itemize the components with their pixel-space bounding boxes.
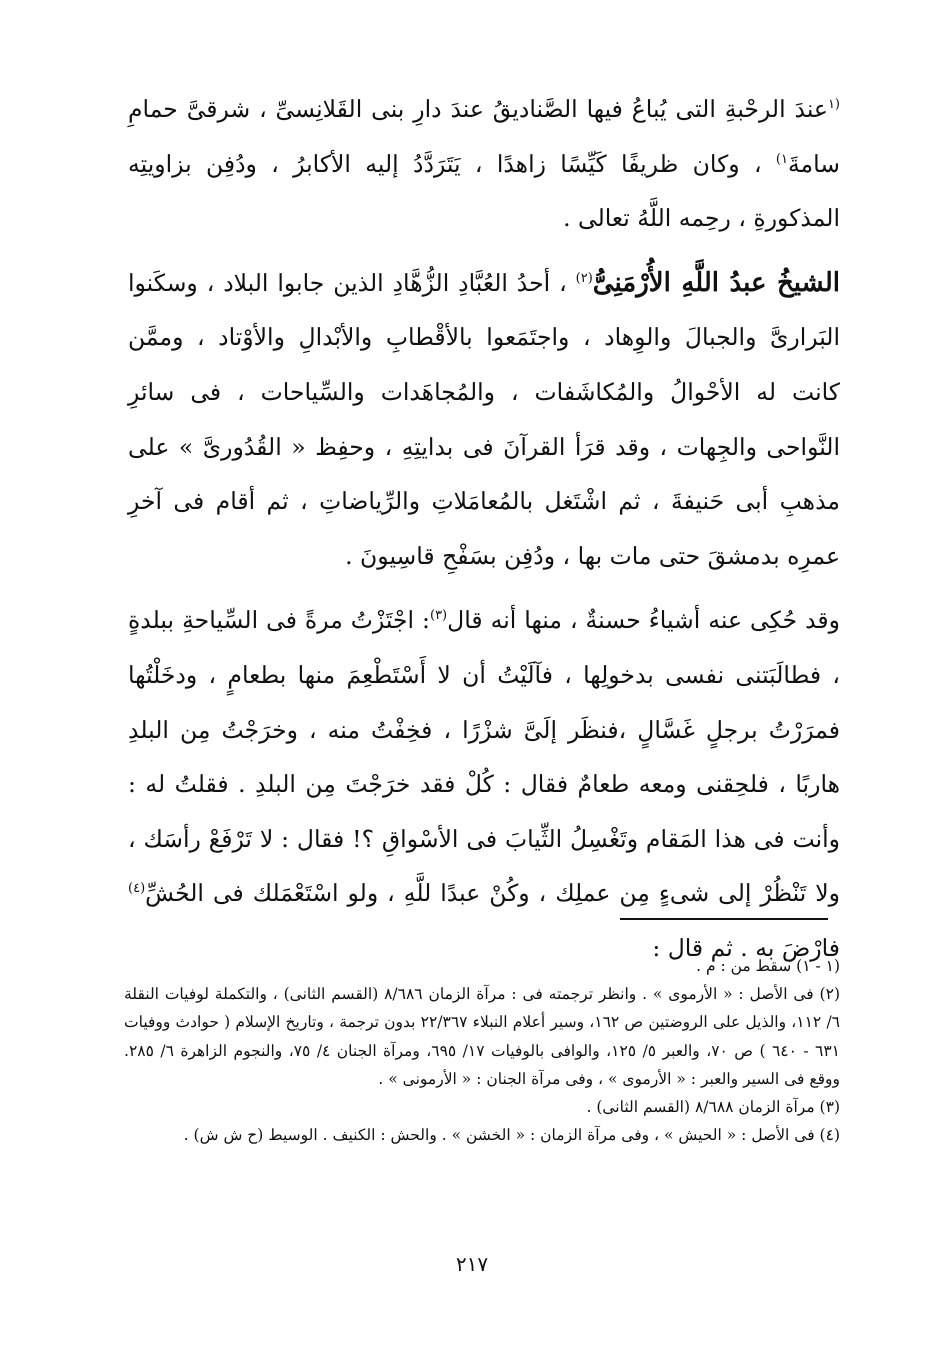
page-number: ٢١٧ (455, 1252, 489, 1276)
footnote-4: (٤) فى الأصل : « الحيش » ، وفى مرآة الزمان : « الخشن » . والحش : الكنيف . الوسيط (ح ش ش) . (183, 1126, 840, 1145)
footnotes (124, 952, 840, 1149)
paragraph-text: ، أحدُ العُبَّادِ الزُّهَّادِ الذين جابوا البلاد ، وسكَنوا البَرارىَّ والجبالَ والوِهاد ، واجتَمَعوا بالأقْطابِ والأبْدالِ والأوْتاد ، وممَّن كانت له الأحْوالُ والمُكاشَفات ، والمُجاهَدات والسِّياحات ، فى سائرِ النَّواحى والجِهات ، وقد قرَأ القرآنَ فى بدايتِهِ ، وحفِظ « القُدُورىَّ » على مذهبِ أبى حَنيفةَ ، ثم اشْتَغل بالمُعامَلاتِ والرِّياضاتِ ، ثم أقام فى آخرِ عمرِه بدمشقَ حتى مات بها ، ودُفِن بسَفْحِ قاسِيونَ . (128, 268, 840, 570)
footnote-2: (٢) فى الأصل : « الأرموى » . وانظر ترجمته فى : مرآة الزمان ٨/٦٨٦ (القسم الثانى) ، والتكملة لوفيات النقلة ٦/ ١١٢، والذيل على الروضتين ص ١٦٢، وسير أعلام النبلاء ٢٢/٣٦٧ بدون ترجمة ، وتاريخ الإسلام ( حوادث ووفيات ٦٣١ - ٦٤٠ ) ص ٧٠، والعبر ٥/ ١٢٥، والوافى بالوفيات ١٧/ ٦٩٥، ومرآة الجنان ٤/ ٧٥، والنجوم الزاهرة ٦/ ٢٨٥. ووقع فى السير والعبر : « الأرموى » ، وفى مرآة الجنان : « الأرمونى » . (124, 985, 840, 1088)
paragraph-continuation (128, 82, 840, 246)
paragraph-text: عندَ الرحْبةِ التى يُباعُ فيها الصَّناديقُ عندَ دارِ بنى القَلانِسىِّ ، شرقىَّ حمامِ سامةَ (128, 95, 840, 178)
biography-entry (128, 256, 840, 584)
footnote-ref-2: (٢) (575, 270, 593, 286)
footnote-ref-1-open: (١ (827, 97, 840, 113)
paragraph-text: وقد حُكِى عنه أشياءُ حسنةٌ ، منها أنه قال (447, 606, 841, 635)
entry-heading-name: الشيخُ عبدُ اللَّهِ الأُرْمَنِىُّ (592, 267, 840, 298)
footnote-divider (620, 918, 828, 920)
footnote-ref-4: (٤) (128, 881, 146, 897)
paragraph-text: ، وكان ظريفًا كَيِّسًا زاهدًا ، يَتَرَدَّدُ إليه الأكابرُ ، ودُفِن بزاويتِه المذكورةِ ، رحِمه اللَّهُ تعالى . (128, 149, 840, 233)
footnote-ref-1-close: ١) (775, 151, 788, 167)
footnote-ref-3: (٣) (429, 608, 448, 624)
paragraph-text: : اجْتَزْتُ مرةً فى السِّياحةِ ببلدةٍ ، فطالَبَتنى نفسى بدخولِها ، فآلَيْتُ أن لا أَسْتَطْعِمَ منها بطعامٍ ، ودخَلْتُها فمرَرْتُ برجلٍ غَسَّالٍ ،فنظَر إلَىَّ شزْرًا ، فخِفْتُ منه ، وخرَجْتُ مِن البلدِ هاربًا ، فلحِقنى ومعه طعامٌ فقال : كُلْ فقد خرَجْتَ مِن البلدِ . فقلتُ له : وأنت فى هذا المَقام وتَغْسِلُ الثِّيابَ فى الأسْواقِ ؟! فقال : لا تَرْفَعْ رأسَك ، ولا تَنْظُرْ إلى شىءٍ مِن عملِك ، وكُنْ عبدًا للَّهِ ، ولو اسْتَعْمَلك فى الحُشِّ (128, 606, 840, 908)
main-text (128, 82, 840, 976)
paragraph-text: فارْضَ به . ثم قال : (652, 933, 840, 962)
footnote-3: (٣) مرآة الزمان ٨/٦٨٨ (القسم الثانى) . (586, 1098, 840, 1117)
footnote-1: (١ - ١) سقط من : م . (696, 957, 840, 975)
